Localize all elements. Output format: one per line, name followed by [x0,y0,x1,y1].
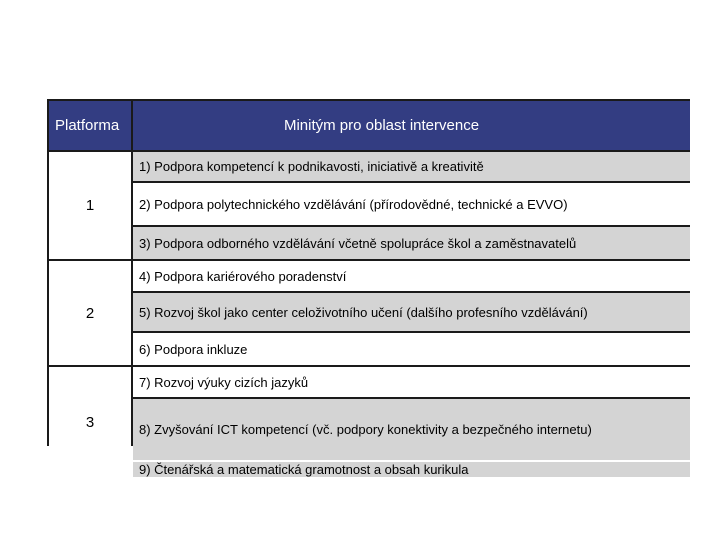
platform-2-cell: 2 [49,261,131,365]
intervention-item-3: 3) Podpora odborného vzdělávání včetně spolupráce škol a zaměstnavatelů [133,227,690,259]
intervention-item-2: 2) Podpora polytechnického vzdělávání (přírodovědné, technické a EVVO) [133,183,690,225]
intervention-item-7: 7) Rozvoj výuky cizích jazyků [133,367,690,397]
platform-1-cell: 1 [49,152,131,259]
intervention-item-9: 9) Čtenářská a matematická gramotnost a obsah kurikula [133,462,690,477]
intervention-item-8: 8) Zvyšování ICT kompetencí (vč. podpory konektivity a bezpečného internetu) [133,399,690,460]
intervention-item-6: 6) Podpora inkluze [133,333,690,365]
intervention-item-4: 4) Podpora kariérového poradenství [133,261,690,291]
header-minitym: Minitým pro oblast intervence [133,101,690,150]
intervention-table [47,99,690,477]
intervention-item-5: 5) Rozvoj škol jako center celoživotního učení (dalšího profesního vzdělávání) [133,293,690,331]
header-platform: Platforma [49,101,131,150]
platform-3-cell: 3 [49,367,131,477]
intervention-item-1: 1) Podpora kompetencí k podnikavosti, iniciativě a kreativitě [133,152,690,181]
